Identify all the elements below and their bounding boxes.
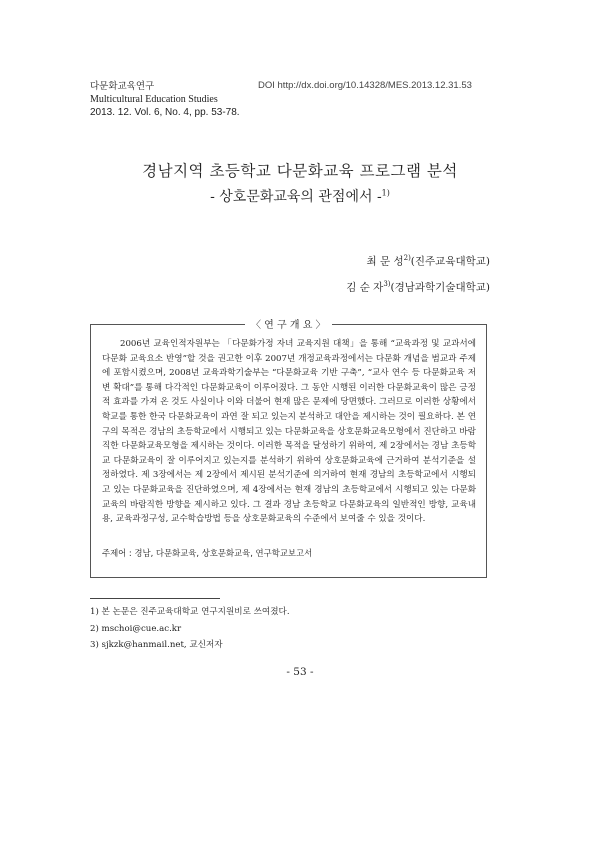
footnote: 1) 본 논문은 진주교육대학교 연구지원비로 쓰여졌다. bbox=[90, 607, 290, 617]
issue-info: 2013. 12. Vol. 6, No. 4, pp. 53-78. bbox=[90, 107, 240, 118]
subtitle-text: - 상호문화교육의 관점에서 - bbox=[210, 189, 382, 205]
footnote[interactable]: 3) sjkzk@hanmail.net, 교신저자 bbox=[90, 640, 223, 650]
author-name: 최 문 성 bbox=[366, 255, 404, 268]
author-footnote-marker: 3) bbox=[383, 279, 391, 288]
doi-link[interactable]: DOI http://dx.doi.org/10.14328/MES.2013.12.31.53 bbox=[258, 80, 472, 91]
journal-name-en: Multicultural Education Studies bbox=[90, 94, 218, 105]
subtitle-footnote-marker: 1) bbox=[381, 188, 390, 198]
author-list bbox=[346, 247, 490, 298]
paper-title: 경남지역 초등학교 다문화교육 프로그램 분석 bbox=[142, 162, 458, 180]
author-line bbox=[346, 247, 490, 273]
author-line bbox=[346, 273, 490, 299]
author-affiliation: (경남과학기술대학교) bbox=[390, 281, 490, 293]
author-affiliation: (진주교육대학교) bbox=[410, 255, 490, 268]
abstract-text: 2006년 교육인적자원부는 「다문화가정 자녀 교육지원 대책」을 통해 “교육과정 및 교과서에 다문화 교육요소 반영”할 것을 권고한 이후 2007년 개정교육과정에서는 다문화 개념을 범교과 주제에 포함시켰으며, 2008년 교육과학기술부는 “다문화교육 기반 구축”, “교사 연수 등 다문화교육 저변 확대”를 통해 다각적인 다문화교육이 이루어졌다. 그 동안 시행된 이러한 다문화교육이 많은 긍정적 효과를 가져 온 것도 사실이나 이와 더불어 현재 많은 문제에 당면했다. 그러므로 이러한 상황에서 학교를 통한 한국 다문화교육이 과연 잘 되고 있는지 분석하고 대안을 제시하는 것이 필요하다. 본 연구의 목적은 경남의 초등학교에서 시행되고 있는 다문화교육을 상호문화교육모형에서 진단하고 바람직한 다문화교육모형을 제시하는 것이다. 이러한 목적을 달성하기 위하여, 제 2장에서는 경남 초등학교 다문화교육이 잘 이루어지고 있는지를 분석하기 위하여 상호문화교육에 근거하여 분석기준을 설정하였다. 제 3장에서는 제 2장에서 제시된 분석기준에 의거하여 현재 경남의 초등학교에서 시행되고 있는 다문화교육을 진단하였으며, 제 4장에서는 현재 경남의 초등학교에서 시행되고 있는 다문화교육의 바람직한 방향을 제시하고 있다. 그 결과 경남 초등학교 다문화교육의 일반적인 방향, 교육내용, 교육과정구성, 교수학습방법 등을 상호문화교육의 수준에서 보여줄 수 있을 것이다. bbox=[102, 339, 476, 525]
page-number: - 53 - bbox=[286, 666, 314, 678]
footnotes bbox=[90, 604, 290, 654]
journal-header bbox=[90, 80, 240, 119]
keywords: 주제어 : 경남, 다문화교육, 상호문화교육, 연구학교보고서 bbox=[102, 548, 313, 558]
footnote[interactable]: 2) mschoi@cue.ac.kr bbox=[90, 623, 182, 634]
abstract-label: 〈 연 구 개 요 〉 bbox=[245, 316, 332, 331]
author-footnote-marker: 2) bbox=[403, 254, 411, 262]
paper-subtitle bbox=[0, 186, 600, 206]
footnote-divider bbox=[90, 598, 220, 599]
journal-name-kr: 다문화교육연구 bbox=[90, 81, 155, 92]
author-name: 김 순 자 bbox=[346, 281, 384, 293]
